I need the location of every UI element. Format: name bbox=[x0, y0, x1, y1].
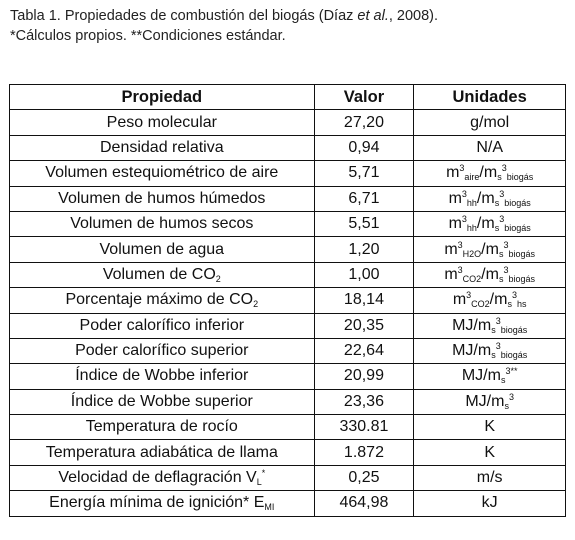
table-row bbox=[10, 338, 566, 363]
table-caption bbox=[10, 6, 565, 46]
property-cell: Peso molecular bbox=[10, 110, 315, 135]
caption-text: Tabla 1. Propiedades de combustión del biogás (Díaz bbox=[10, 8, 358, 24]
unit-cell: K bbox=[414, 415, 566, 440]
property-cell: Poder calorífico inferior bbox=[10, 313, 315, 338]
unit-cell: $MJ/m_s^{3**}$ bbox=[414, 364, 566, 389]
table-row bbox=[10, 110, 566, 135]
property-cell: Temperatura de rocío bbox=[10, 415, 315, 440]
value-cell: 22,64 bbox=[314, 338, 414, 363]
unit-cell: N/A bbox=[414, 135, 566, 160]
value-cell: 0,25 bbox=[314, 465, 414, 490]
table-row bbox=[10, 211, 566, 236]
value-cell: 20,35 bbox=[314, 313, 414, 338]
table-row bbox=[10, 313, 566, 338]
header-valor: Valor bbox=[314, 85, 414, 110]
property-cell: Volumen de humos secos bbox=[10, 211, 315, 236]
value-cell: 0,94 bbox=[314, 135, 414, 160]
table-row bbox=[10, 161, 566, 186]
unit-cell: $m^3_{H2O}/m_s^3_{biogás}$ bbox=[414, 237, 566, 262]
table-row bbox=[10, 237, 566, 262]
caption-line-1 bbox=[10, 6, 565, 26]
caption-line-2: *Cálculos propios. **Condiciones estándar. bbox=[10, 28, 286, 44]
table-row bbox=[10, 262, 566, 287]
table-row bbox=[10, 135, 566, 160]
property-cell: Poder calorífico superior bbox=[10, 338, 315, 363]
property-cell: Índice de Wobbe superior bbox=[10, 389, 315, 414]
property-cell: Energía mínima de ignición* $E_{MI}$ bbox=[10, 491, 315, 516]
property-cell: Densidad relativa bbox=[10, 135, 315, 160]
property-cell: Volumen estequiométrico de aire bbox=[10, 161, 315, 186]
value-cell: 5,71 bbox=[314, 161, 414, 186]
table-row bbox=[10, 288, 566, 313]
unit-cell: $m^3_{CO2}/m_s^3_{hs}$ bbox=[414, 288, 566, 313]
unit-cell: kJ bbox=[414, 491, 566, 516]
unit-cell: $m^3_{hh}/m_s^3_{biogás}$ bbox=[414, 211, 566, 236]
value-cell: 27,20 bbox=[314, 110, 414, 135]
property-cell: Volumen de $CO_2$ bbox=[10, 262, 315, 287]
unit-cell: $m^3_{hh}/m_s^3_{biogás}$ bbox=[414, 186, 566, 211]
property-cell: Temperatura adiabática de llama bbox=[10, 440, 315, 465]
property-cell: Porcentaje máximo de $CO_2$ bbox=[10, 288, 315, 313]
unit-cell: $MJ/m_s^3$ bbox=[414, 389, 566, 414]
table-row bbox=[10, 415, 566, 440]
unit-cell: m/s bbox=[414, 465, 566, 490]
table-row bbox=[10, 491, 566, 516]
property-cell: Volumen de humos húmedos bbox=[10, 186, 315, 211]
property-cell: Índice de Wobbe inferior bbox=[10, 364, 315, 389]
unit-cell: $m^3_{CO2}/m_s^3_{biogás}$ bbox=[414, 262, 566, 287]
unit-cell: $MJ/m_s^3_{biogás}$ bbox=[414, 313, 566, 338]
caption-text-end: , 2008). bbox=[388, 8, 439, 24]
table-row bbox=[10, 440, 566, 465]
header-propiedad: Propiedad bbox=[10, 85, 315, 110]
header-unidades: Unidades bbox=[414, 85, 566, 110]
table-row bbox=[10, 465, 566, 490]
property-cell: Volumen de agua bbox=[10, 237, 315, 262]
value-cell: 1,20 bbox=[314, 237, 414, 262]
header-row bbox=[10, 85, 566, 110]
value-cell: 5,51 bbox=[314, 211, 414, 236]
value-cell: 1,00 bbox=[314, 262, 414, 287]
properties-table bbox=[9, 84, 566, 517]
value-cell: 23,36 bbox=[314, 389, 414, 414]
unit-cell: K bbox=[414, 440, 566, 465]
value-cell: 6,71 bbox=[314, 186, 414, 211]
caption-citation-italic: et al. bbox=[357, 8, 389, 24]
value-cell: 18,14 bbox=[314, 288, 414, 313]
property-cell: Velocidad de deflagración $V_L^*$ bbox=[10, 465, 315, 490]
value-cell: 1.872 bbox=[314, 440, 414, 465]
table-row bbox=[10, 186, 566, 211]
table-row bbox=[10, 364, 566, 389]
value-cell: 464,98 bbox=[314, 491, 414, 516]
table-row bbox=[10, 389, 566, 414]
unit-cell: $m^3_{aire}/m_s^3_{biogás}$ bbox=[414, 161, 566, 186]
unit-cell: g/mol bbox=[414, 110, 566, 135]
unit-cell: $MJ/m_s^3_{biogás}$ bbox=[414, 338, 566, 363]
value-cell: 20,99 bbox=[314, 364, 414, 389]
value-cell: 330.81 bbox=[314, 415, 414, 440]
